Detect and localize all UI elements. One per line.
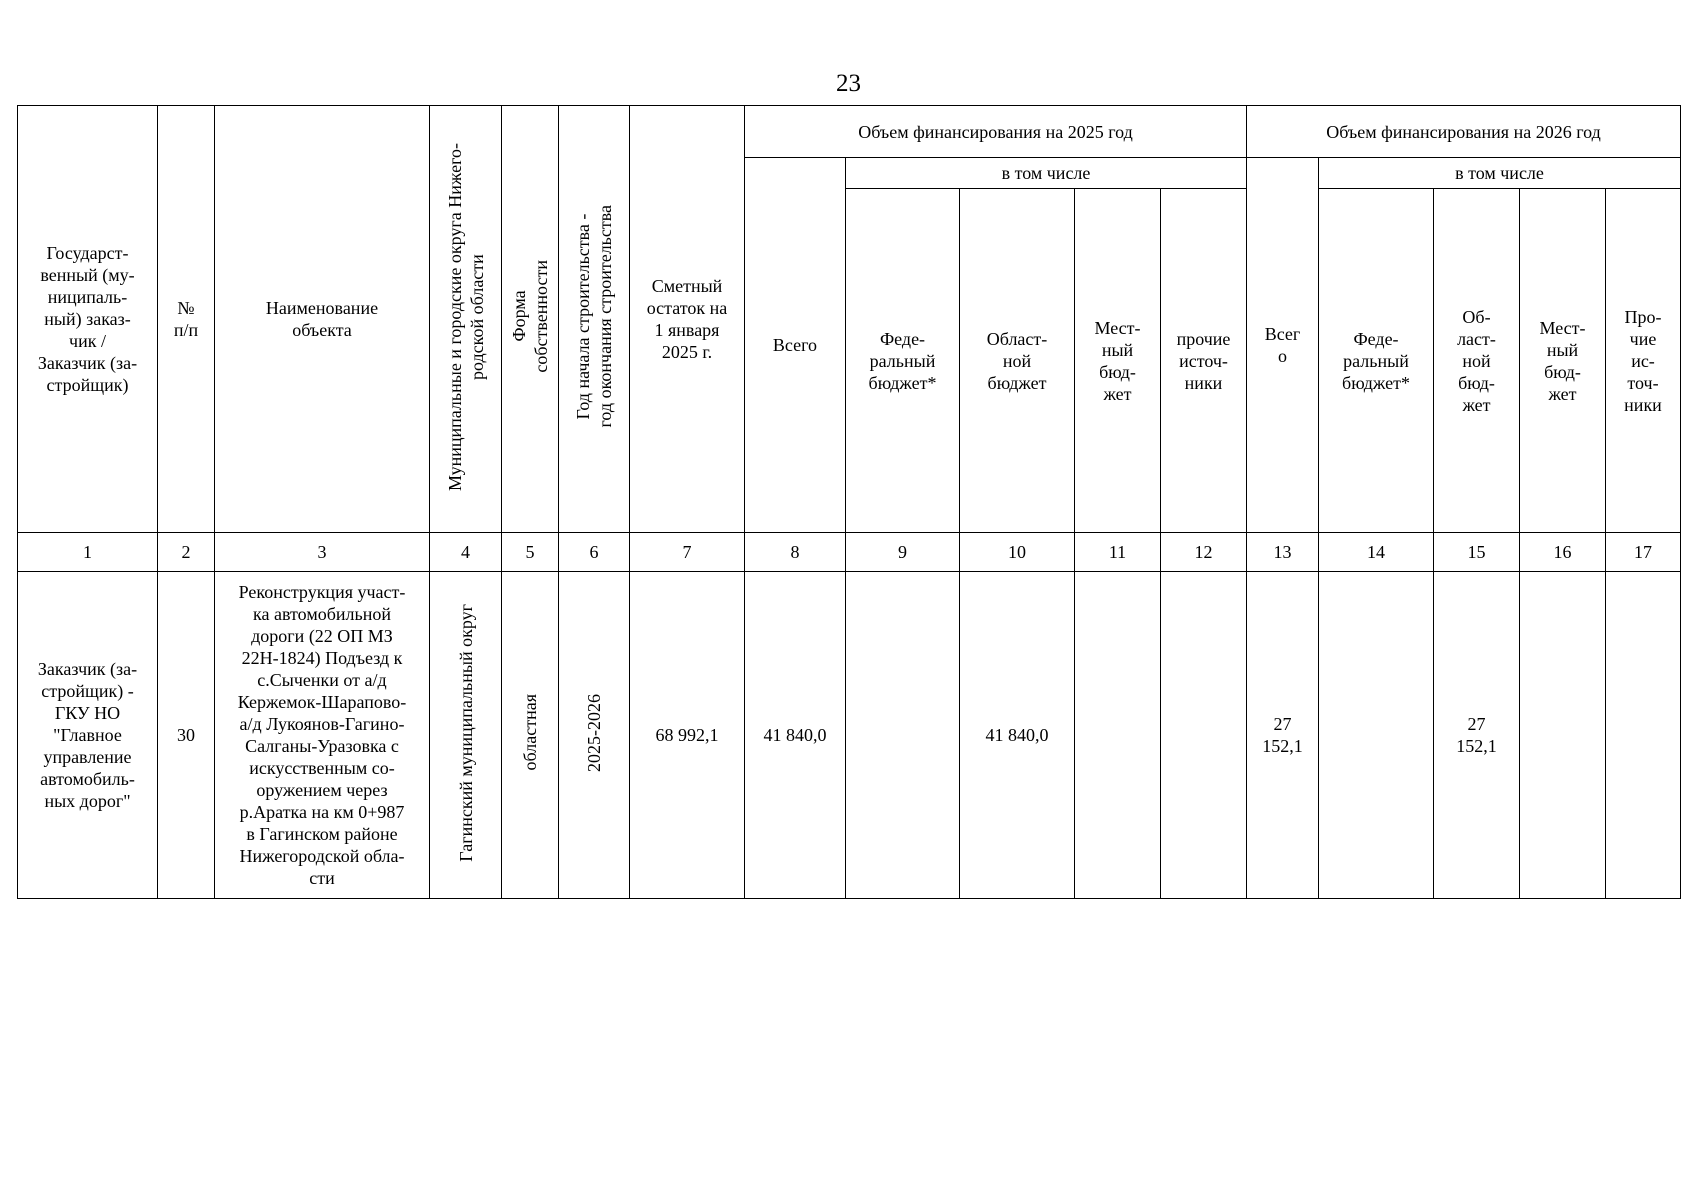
cell-other-2026: [1606, 572, 1681, 899]
header-num: № п/п: [158, 106, 215, 533]
cell-federal-2025: [846, 572, 960, 899]
header-financing-2026: Объем финансирования на 2026 год: [1247, 106, 1681, 158]
header-object-name: Наименование объекта: [215, 106, 430, 533]
column-number: 4: [430, 533, 502, 572]
header-row-1: [18, 106, 1681, 158]
header-ownership: Форма собственности: [509, 260, 551, 373]
header-local-2026: Мест- ный бюд- жет: [1520, 189, 1606, 533]
column-numbers-row: [18, 533, 1681, 572]
financing-table: [17, 105, 1681, 899]
header-estimate: Сметный остаток на 1 января 2025 г.: [630, 106, 745, 533]
header-total-2026: Всег о: [1247, 158, 1319, 533]
cell-federal-2026: [1319, 572, 1434, 899]
header-other-2026: Про- чие ис- точ- ники: [1606, 189, 1681, 533]
cell-total-2026: 27 152,1: [1247, 572, 1319, 899]
cell-customer: Заказчик (за- стройщик) - ГКУ НО "Главное управление автомобиль- ных дорог": [18, 572, 158, 899]
cell-local-2025: [1075, 572, 1161, 899]
table-row: [18, 572, 1681, 899]
column-number: 11: [1075, 533, 1161, 572]
cell-regional-2026: 27 152,1: [1434, 572, 1520, 899]
header-total-2025: Всего: [745, 158, 846, 533]
column-number: 5: [502, 533, 559, 572]
column-number: 1: [18, 533, 158, 572]
column-number: 12: [1161, 533, 1247, 572]
header-including-2025: в том числе: [846, 158, 1247, 189]
column-number: 17: [1606, 533, 1681, 572]
column-number: 9: [846, 533, 960, 572]
page-number: 23: [836, 70, 861, 97]
column-number: 2: [158, 533, 215, 572]
header-municipality-cell: [430, 106, 502, 533]
header-municipality: Муниципальные и городские округа Нижего- родской области: [444, 142, 487, 491]
column-number: 6: [559, 533, 630, 572]
header-regional-2026: Об- ласт- ной бюд- жет: [1434, 189, 1520, 533]
cell-ownership-cell: [502, 572, 559, 899]
column-number: 13: [1247, 533, 1319, 572]
header-years: Год начала строительства - год окончания строительства: [573, 205, 615, 428]
header-ownership-cell: [502, 106, 559, 533]
header-federal-2025: Феде- ральный бюджет*: [846, 189, 960, 533]
cell-other-2025: [1161, 572, 1247, 899]
cell-municipality: Гагинский муниципальный округ: [455, 603, 476, 862]
column-number: 8: [745, 533, 846, 572]
header-including-2026: в том числе: [1319, 158, 1681, 189]
column-number: 14: [1319, 533, 1434, 572]
column-number: 10: [960, 533, 1075, 572]
header-customer: Государст- венный (му- ниципаль- ный) заказ- чик / Заказчик (за- стройщик): [18, 106, 158, 533]
column-number: 3: [215, 533, 430, 572]
cell-local-2026: [1520, 572, 1606, 899]
cell-regional-2025: 41 840,0: [960, 572, 1075, 899]
header-financing-2025: Объем финансирования на 2025 год: [745, 106, 1247, 158]
header-federal-2026: Феде- ральный бюджет*: [1319, 189, 1434, 533]
header-regional-2025: Област- ной бюджет: [960, 189, 1075, 533]
cell-municipality-cell: [430, 572, 502, 899]
cell-num: 30: [158, 572, 215, 899]
column-number: 16: [1520, 533, 1606, 572]
column-number: 7: [630, 533, 745, 572]
header-other-2025: прочие источ- ники: [1161, 189, 1247, 533]
cell-estimate: 68 992,1: [630, 572, 745, 899]
header-local-2025: Мест- ный бюд- жет: [1075, 189, 1161, 533]
column-number: 15: [1434, 533, 1520, 572]
cell-years-cell: [559, 572, 630, 899]
cell-total-2025: 41 840,0: [745, 572, 846, 899]
cell-object-name: Реконструкция участ- ка автомобильной дороги (22 ОП МЗ 22Н-1824) Подъезд к с.Сыченки от а/д Кержемок-Шарапово- а/д Лукоянов-Гагино- Салганы-Уразовка с искусственным со- оружением через р.Аратка на км 0+987 в Гагинском районе Нижегородской обла- сти: [215, 572, 430, 899]
cell-ownership: областная: [520, 694, 540, 771]
header-years-cell: [559, 106, 630, 533]
cell-years: 2025-2026: [584, 693, 604, 772]
